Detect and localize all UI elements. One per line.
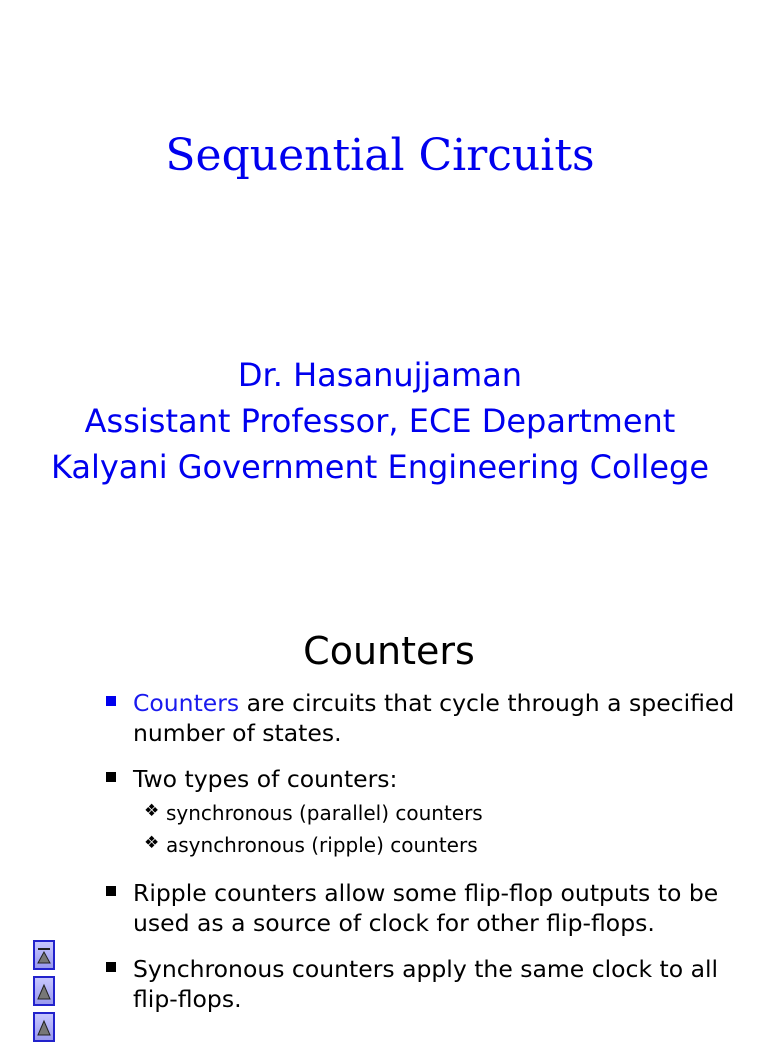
nav-prev-icon xyxy=(37,982,51,1002)
sub-bullet-list xyxy=(104,796,754,862)
square-bullet-icon xyxy=(106,772,116,782)
author-name: Dr. Hasanujjaman xyxy=(237,356,523,394)
sub-bullet-item xyxy=(104,796,754,830)
bullet-item xyxy=(104,688,754,748)
nav-button-icon xyxy=(37,1018,51,1038)
sub-bullet-text: asynchronous (ripple) counters xyxy=(166,833,478,857)
highlighted-term: Counters xyxy=(133,689,240,717)
bullet-list xyxy=(104,688,754,1030)
square-bullet-icon xyxy=(106,886,116,896)
author-position: Assistant Professor, ECE Department xyxy=(84,402,676,440)
bullet-item xyxy=(104,878,754,938)
bullet-text: are circuits that cycle through a specified number of states. xyxy=(133,689,735,747)
square-bullet-icon xyxy=(106,962,116,972)
author-institution: Kalyani Government Engineering College xyxy=(50,448,710,486)
author-block xyxy=(0,352,760,490)
square-bullet-icon xyxy=(106,696,116,706)
slide-title: Sequential Circuits xyxy=(165,130,595,181)
bullet-item xyxy=(104,954,754,1014)
bullet-item xyxy=(104,764,754,794)
diamond-bullet-icon: ❖ xyxy=(144,801,160,821)
sub-bullet-text: synchronous (parallel) counters xyxy=(166,801,483,825)
slide-navigation xyxy=(33,940,59,1048)
bullet-text: Synchronous counters apply the same clock to all flip-flops. xyxy=(133,955,719,1013)
sub-bullet-item xyxy=(104,828,754,862)
bullet-text: Ripple counters allow some flip-flop outputs to be used as a source of clock for other flip-flops. xyxy=(133,879,719,937)
slide-heading: Counters xyxy=(303,629,475,673)
nav-first-button[interactable] xyxy=(33,940,55,970)
diamond-bullet-icon: ❖ xyxy=(144,833,160,853)
nav-more-button[interactable] xyxy=(33,1012,55,1042)
bullet-text: Two types of counters: xyxy=(133,765,398,793)
nav-first-icon xyxy=(37,946,51,966)
nav-prev-button[interactable] xyxy=(33,976,55,1006)
